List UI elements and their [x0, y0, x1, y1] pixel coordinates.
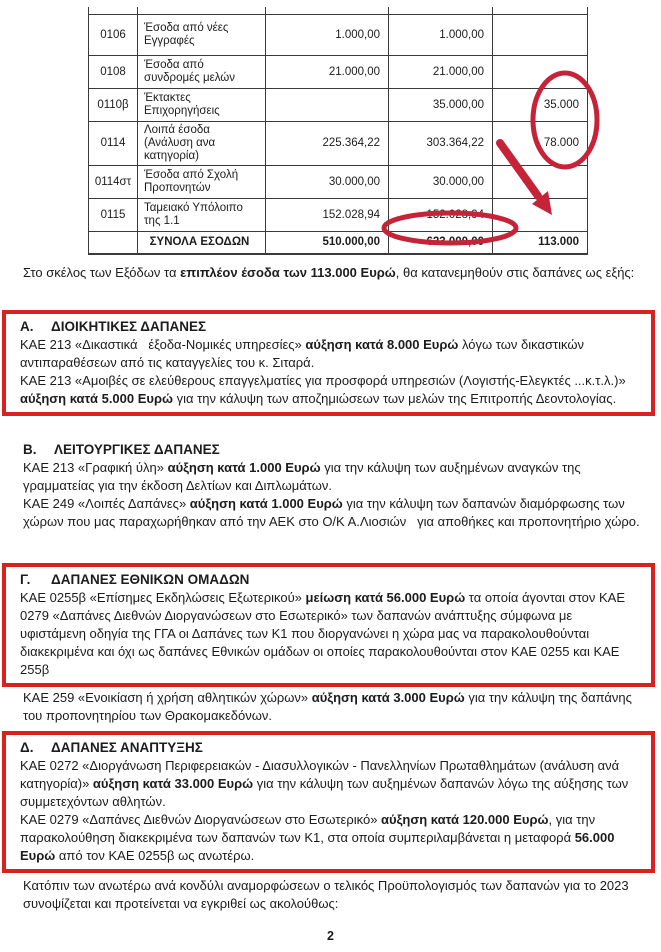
section-a-administrative-expenses — [2, 310, 655, 416]
cell-code: 0115 — [89, 199, 138, 232]
text-run: για την κάλυψη της δαπάνης του προπονητηρίου των Θρακομακεδόνων. — [23, 690, 636, 723]
section-body — [20, 757, 637, 865]
text-run: Στο σκέλος των Εξόδων τα — [23, 265, 181, 280]
cell-desc: Έσοδα από νέες Εγγραφές — [138, 15, 266, 56]
text-run: ΚΑΕ 0279 «Δαπάνες Διεθνών Διοργανώσεων στο Εσωτερικό» — [20, 812, 382, 827]
cell-prev: 510.000,00 — [266, 232, 389, 254]
table-top-stub — [587, 7, 588, 14]
table-row — [89, 56, 588, 89]
bold-text-run: αύξηση κατά 8.000 Ευρώ — [305, 337, 459, 352]
intro-paragraph — [23, 264, 643, 282]
paragraph — [23, 459, 655, 495]
table-top-stub — [492, 7, 493, 14]
cell-diff — [493, 166, 588, 199]
section-title: ΔΑΠΑΝΕΣ ΕΘΝΙΚΩΝ ΟΜΑΔΩΝ — [51, 572, 250, 587]
table-row — [89, 15, 588, 56]
text-run: ΚΑΕ 213 «Αμοιβές σε ελεύθερους επαγγελματίες για προσφορά υπηρεσιών (Λογιστής-Ελεγκτές ...κ.τ.λ.)» — [20, 373, 630, 388]
paragraph — [23, 495, 655, 531]
paragraph — [20, 336, 637, 372]
cell-diff — [493, 15, 588, 56]
bold-text-run: αύξηση κατά 5.000 Ευρώ — [20, 391, 173, 406]
text-run: τα οποία άγονται στον ΚΑΕ 0279 «Δαπάνες Διεθνών Διοργανώσεων στο Εσωτερικό» των δαπανών ανάπτυξης σύμφωνα με υφιστάμενη οδηγία της ΓΓΑ οι Δαπάνες των Κ1 που διοργανώνει η χώρα μας να παρακολουθούνται διακεκριμένα και όχι ως δαπάνες Εθνικών ομάδων οι οποίες παρακολουθούνται στον ΚΑΕ 0255 και ΚΑΕ 255β — [20, 590, 629, 677]
cell-prev — [266, 89, 389, 122]
cell-curr: 35.000,00 — [389, 89, 493, 122]
table-top-stub — [137, 7, 138, 14]
cell-code: 0108 — [89, 56, 138, 89]
cell-curr: 1.000,00 — [389, 15, 493, 56]
section-d-development-expenses — [2, 731, 655, 873]
section-letter: Δ. — [20, 740, 34, 755]
bold-text-run: 56.000 Ευρώ — [20, 830, 619, 863]
bold-text-run: αύξηση κατά 1.000 Ευρώ — [189, 496, 343, 511]
cell-code — [89, 232, 138, 254]
cell-desc: Έσοδα από Σχολή Προπονητών — [138, 166, 266, 199]
text-run: για την κάλυψη των αποζημιώσεων των μελών της Επιτροπής Δεοντολογίας. — [173, 391, 617, 406]
section-heading — [20, 738, 637, 757]
section-c-national-teams-expenses — [2, 563, 655, 687]
cell-desc: ΣΥΝΟΛΑ ΕΣΟΔΩΝ — [138, 232, 266, 254]
bold-text-run: αύξηση κατά 3.000 Ευρώ — [311, 690, 465, 705]
table-top-stub — [388, 7, 389, 14]
cell-curr: 623.000,00 — [389, 232, 493, 254]
table-top-stub — [265, 7, 266, 14]
cell-desc: Ταμειακό Υπόλοιπο της 1.1 — [138, 199, 266, 232]
cell-curr: 303.364,22 — [389, 122, 493, 166]
text-run: για την κάλυψη των δαπανών διαμόρφωσης των χώρων που μας παραχωρήθηκαν από την ΑΕΚ στο Ο/Κ Α.Λιοσιών για αποθήκες και προπονητήριο χώρο. — [23, 496, 640, 529]
text-run: για την κάλυψη των αυξημένων δαπανών λόγω της αύξησης των συμμετεχόντων αθλητών. — [20, 776, 632, 809]
bold-text-run: μείωση κατά 56.000 Ευρώ — [305, 590, 466, 605]
table-row — [89, 166, 588, 199]
section-body — [23, 459, 655, 531]
closing-paragraph — [23, 877, 643, 913]
text-run: , θα κατανεμηθούν στις δαπάνες ως εξής: — [395, 265, 635, 280]
cell-code: 0110β — [89, 89, 138, 122]
bold-text-run: αύξηση κατά 1.000 Ευρώ — [167, 460, 321, 475]
section-heading — [20, 317, 637, 336]
text-run: για την κάλυψη των αυξημένων αναγκών της γραμματείας για την έκδοση Δελτίων και Διπλωμάτων. — [23, 460, 585, 493]
section-heading — [20, 570, 637, 589]
paragraph — [20, 372, 637, 408]
paragraph — [20, 589, 637, 679]
cell-curr: 30.000,00 — [389, 166, 493, 199]
table-row — [89, 89, 588, 122]
table-row — [89, 122, 588, 166]
cell-prev: 21.000,00 — [266, 56, 389, 89]
section-body — [20, 336, 637, 408]
cell-diff: 35.000 — [493, 89, 588, 122]
cell-prev: 152.028,94 — [266, 199, 389, 232]
section-letter: Α. — [20, 319, 34, 334]
cell-code: 0114στ — [89, 166, 138, 199]
bold-text-run: αύξηση κατά 120.000 Ευρώ — [381, 812, 549, 827]
cell-prev: 1.000,00 — [266, 15, 389, 56]
section-title: ΔΙΟΙΚΗΤΙΚΕΣ ΔΑΠΑΝΕΣ — [51, 319, 207, 334]
section-letter: Γ. — [20, 572, 31, 587]
text-run: λόγω των δικαστικών αντιπαραθέσεων από τις καταγγελίες του κ. Σιταρά. — [20, 337, 588, 370]
table-row — [89, 199, 588, 232]
text-run: Κατόπιν των ανωτέρω ανά κονδύλι αναμορφώσεων ο τελικός Προϋπολογισμός των δαπανών για το 2023 συνοψίζεται και προτείνεται να εγκριθεί ως ακολούθως: — [23, 878, 633, 911]
cell-desc: Έκτακτες Επιχορηγήσεις — [138, 89, 266, 122]
table-top-stub — [88, 7, 89, 14]
text-run: ΚΑΕ 0255β «Επίσημες Εκδηλώσεις Εξωτερικού» — [20, 590, 306, 605]
text-run: ΚΑΕ 213 «Γραφική ύλη» — [23, 460, 168, 475]
cell-prev: 225.364,22 — [266, 122, 389, 166]
cell-code: 0106 — [89, 15, 138, 56]
bold-text-run: επιπλέον έσοδα των 113.000 Ευρώ — [180, 265, 396, 280]
section-body — [20, 589, 637, 679]
section-heading — [23, 440, 655, 459]
cell-diff — [493, 199, 588, 232]
cell-curr: 152.028,94 — [389, 199, 493, 232]
text-run: ΚΑΕ 249 «Λοιπές Δαπάνες» — [23, 496, 190, 511]
table-total-row — [89, 232, 588, 254]
cell-desc: Έσοδα από συνδρομές μελών — [138, 56, 266, 89]
section-title: ΛΕΙΤΟΥΡΓΙΚΕΣ ΔΑΠΑΝΕΣ — [54, 442, 220, 457]
text-run: ΚΑΕ 213 «Δικαστικά έξοδα-Νομικές υπηρεσίες» — [20, 337, 306, 352]
cell-desc: Λοιπά έσοδα (Ανάλυση ανα κατηγορία) — [138, 122, 266, 166]
page-number: 2 — [327, 929, 334, 943]
budget-table — [88, 14, 588, 255]
cell-code: 0114 — [89, 122, 138, 166]
section-c-followup-paragraph — [23, 689, 643, 725]
text-run: ΚΑΕ 259 «Ενοικίαση ή χρήση αθλητικών χώρων» — [23, 690, 312, 705]
cell-diff: 113.000 — [493, 232, 588, 254]
section-title: ΔΑΠΑΝΕΣ ΑΝΑΠΤΥΞΗΣ — [51, 740, 203, 755]
text-run: ΚΑΕ 0272 «Διοργάνωση Περιφερειακών - Διασυλλογικών - Πανελληνίων Πρωταθλημάτων (ανάλυση ανά κατηγορία)» — [20, 758, 623, 791]
cell-curr: 21.000,00 — [389, 56, 493, 89]
text-run: , για την παρακολούθηση διακεκριμένα των δαπανών των Κ1, στα οποία συμπεριλαμβάνεται η μεταφορά — [20, 812, 599, 845]
budget-table-body — [89, 15, 588, 254]
paragraph — [20, 811, 637, 865]
cell-diff — [493, 56, 588, 89]
section-b-operational-expenses — [23, 440, 655, 531]
section-letter: Β. — [23, 442, 37, 457]
cell-diff: 78.000 — [493, 122, 588, 166]
cell-prev: 30.000,00 — [266, 166, 389, 199]
paragraph — [20, 757, 637, 811]
text-run: από τον ΚΑΕ 0255β ως ανωτέρω. — [55, 848, 255, 863]
bold-text-run: αύξηση κατά 33.000 Ευρώ — [92, 776, 254, 791]
